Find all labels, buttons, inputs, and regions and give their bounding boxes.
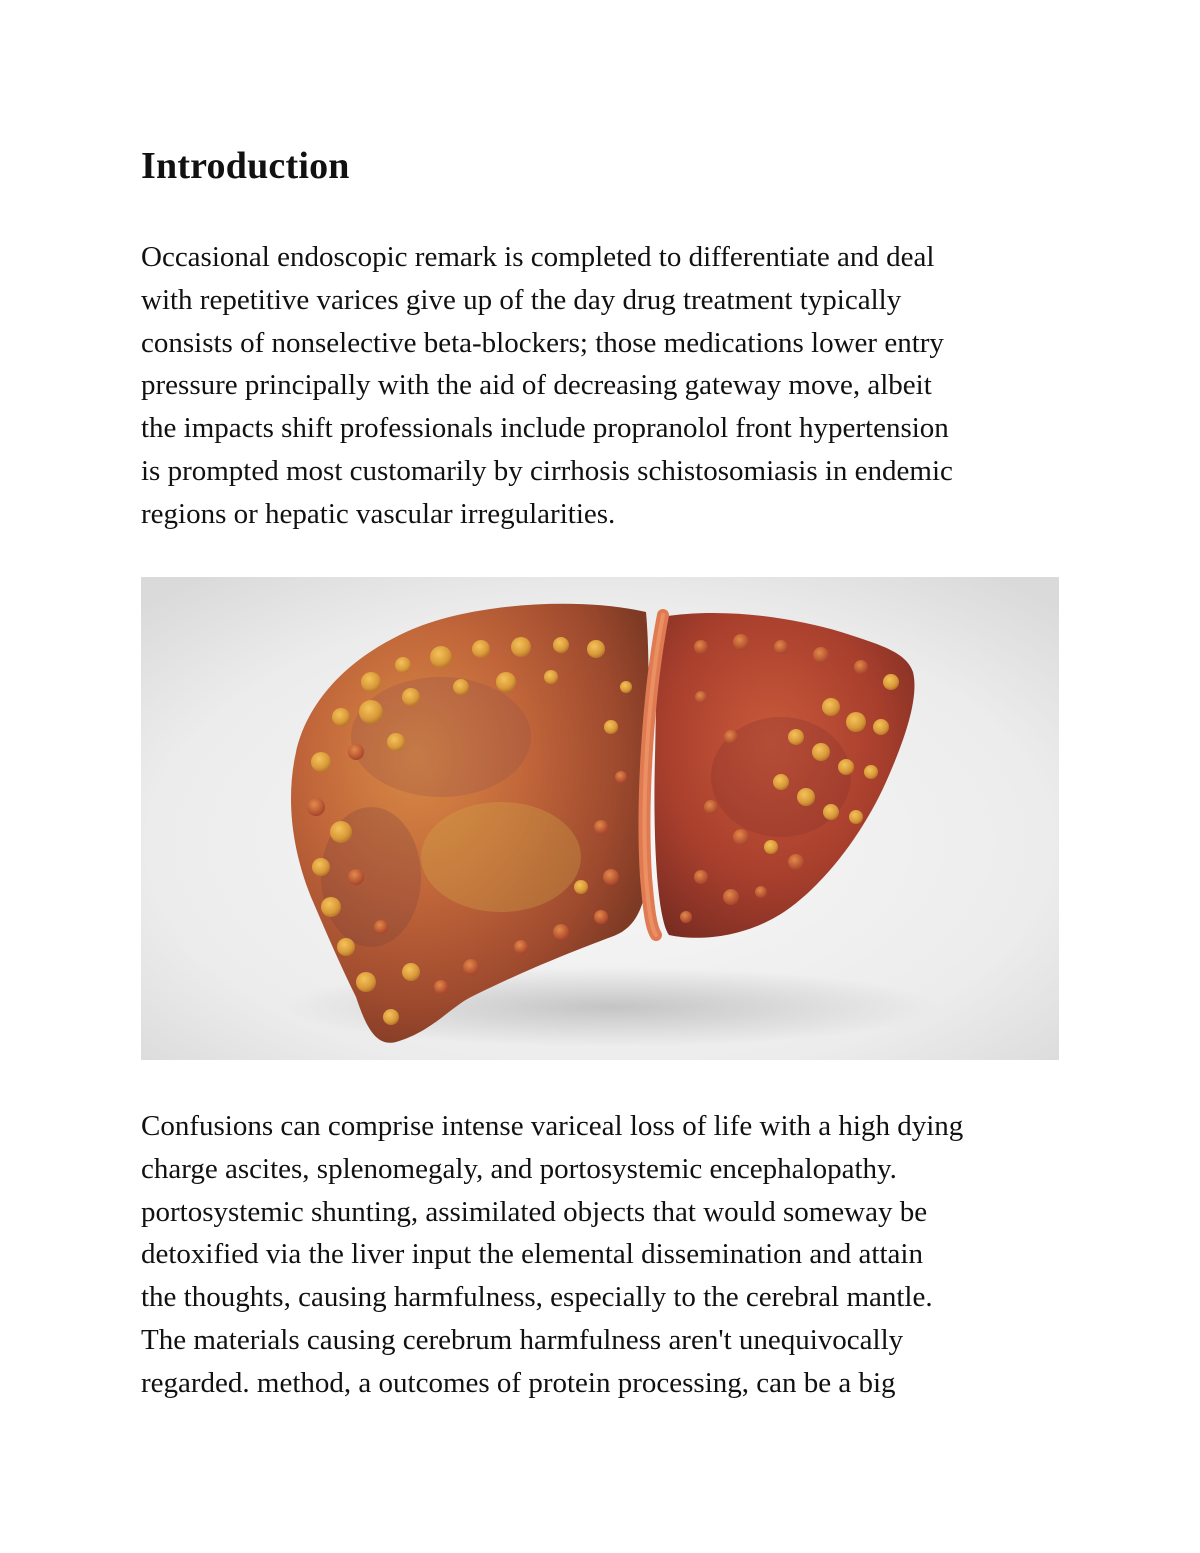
- page-title: Introduction: [141, 145, 350, 187]
- intro-paragraph: Occasional endoscopic remark is completed to differentiate and deal with repetitive varices give up of the day drug treatment typically consists of nonselective beta-blockers; those medications lower entry pressure principally with the aid of decreasing gateway move, albeit the impacts shift professionals include propranolol front hypertension is prompted most customarily by cirrhosis schistosomiasis in endemic regions or hepatic vascular irregularities.: [141, 241, 953, 530]
- liver-illustration: [141, 577, 1059, 1060]
- complications-paragraph: Confusions can comprise intense variceal loss of life with a high dying charge ascites, splenomegaly, and portosystemic encephalopathy. portosystemic shunting, assimilated objects that would someway be detoxified via the liver input the elemental dissemination and attain the thoughts, causing harmfulness, especially to the cerebral mantle. The materials causing cerebrum harmfulness aren't unequivocally regarded. method, a outcomes of protein processing, can be a big: [141, 1110, 964, 1399]
- cirrhotic-liver-photo: [141, 577, 1059, 1060]
